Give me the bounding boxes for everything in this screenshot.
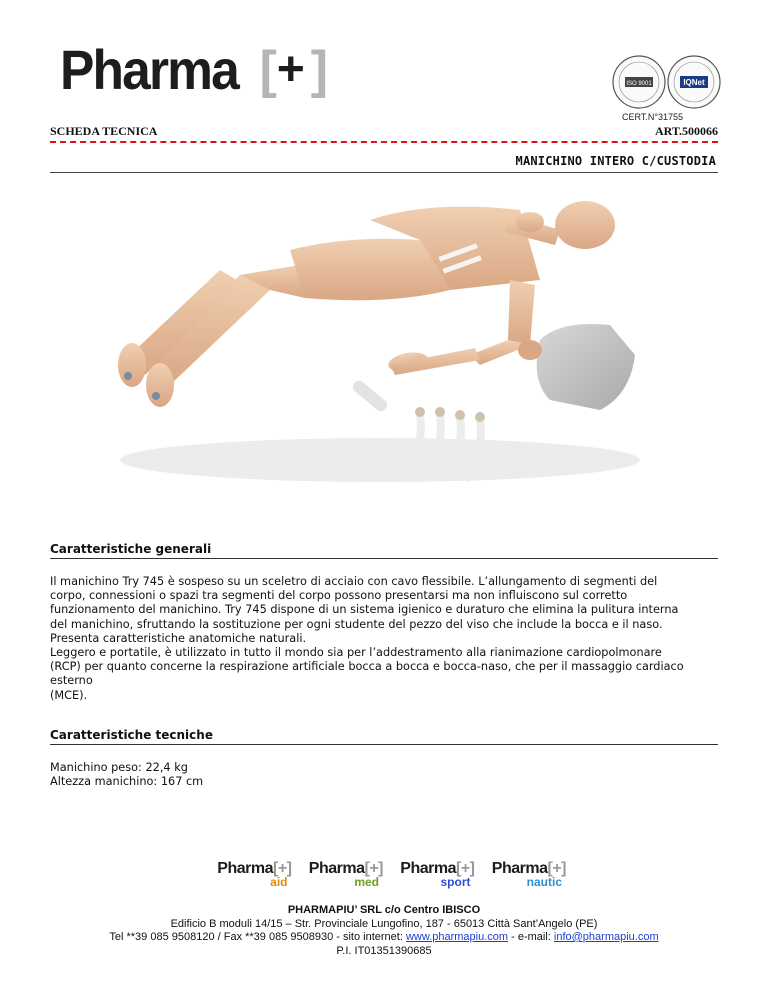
text-line: Manichino peso: 22,4 kg [50, 761, 188, 774]
title-divider [50, 172, 718, 173]
certification-badge-icon [613, 56, 665, 108]
brand-bracket: [+] [364, 860, 383, 877]
text-line: corpo, connessioni o spazi tra segmenti del corpo possono presentarsi ma non influiscono sul corretto [50, 589, 628, 603]
text-line: Presenta caratteristiche anatomiche naturali. [50, 631, 307, 645]
general-characteristics-heading: Caratteristiche generali [50, 542, 718, 559]
brand-name: Pharma [217, 860, 273, 877]
text-line: Altezza manichino: 167 cm [50, 775, 204, 789]
text-line: (MCE). [50, 688, 88, 702]
brand-aid-logo [206, 860, 292, 896]
brand-sport-logo [389, 860, 475, 896]
footer-contacts [0, 931, 768, 945]
general-characteristics-text [50, 575, 720, 703]
technical-characteristics-heading: Caratteristiche tecniche [50, 728, 718, 745]
footer-company: PHARMAPIU’ SRL c/o Centro IBISCO [287, 904, 481, 916]
brand-name: Pharma [491, 860, 548, 877]
brand-name: Pharma [400, 860, 456, 877]
text-line: (RCP) per quanto concerne la respirazione artificiale bocca a bocca e bocca-naso, che per il massaggio cardiaco [50, 660, 684, 674]
mannequin-photo [90, 180, 680, 510]
brand-nautic-logo [481, 860, 567, 896]
text-line: Il manichino Try 745 è sospeso su un sceletro di acciaio con cavo flessibile. L’allungamento di segmenti del [50, 575, 658, 588]
logo-bracket-close: ] [310, 41, 329, 99]
logo-plus: + [276, 43, 305, 96]
email-link[interactable]: info@pharmapiu.com [553, 931, 659, 943]
brand-logos [206, 860, 566, 896]
brand-med-logo [298, 860, 384, 896]
footer [0, 904, 768, 958]
brand-sub-med: med [354, 875, 379, 889]
cert-badge-1-text: ISO 9001 [626, 81, 652, 87]
footer-phone-fax: Tel **39 085 9508120 / Fax **39 085 9508930 - sito internet: [109, 931, 406, 943]
brand-bracket: [+] [456, 860, 475, 877]
iqnet-badge-icon [668, 56, 720, 108]
text-line: esterno [50, 674, 93, 688]
website-link[interactable]: www.pharmapiu.com [405, 931, 509, 943]
text-line: del manichino, sfruttando la sostituzione per ogni studente del pezzo del viso che include la bocca e il naso. [50, 617, 663, 631]
brand-bracket: [+] [273, 860, 292, 877]
text-line: funzionamento del manichino. Try 745 dispone di un sistema igienico e duraturo che elimina la pulitura interna [50, 603, 679, 617]
footer-address: Edificio B moduli 14/15 – Str. Provinciale Lungofino, 187 - 65013 Città Sant’Angelo (PE) [170, 917, 598, 930]
article-number: ART.500066 [654, 124, 718, 138]
document-type-label: SCHEDA TECNICA [50, 124, 158, 138]
footer-email-prefix: - e-mail: [508, 931, 554, 943]
product-title: MANICHINO INTERO C/CUSTODIA [515, 154, 716, 168]
technical-characteristics-text [50, 761, 720, 789]
pharma-logo [60, 38, 329, 101]
brand-bracket: [+] [547, 860, 566, 877]
logo-main-text: Pharma [60, 38, 238, 101]
red-dashed-divider [50, 141, 718, 143]
brand-sub-nautic: nautic [526, 875, 562, 889]
text-line: Leggero e portatile, è utilizzato in tutto il mondo sia per l’addestramento alla rianimazione cardiopolmonare [50, 646, 662, 660]
certification-badges [612, 52, 722, 112]
brand-sub-aid: aid [270, 875, 288, 889]
brand-sub-sport: sport [440, 875, 471, 889]
cert-number: CERT.N°31755 [622, 112, 683, 122]
logo-bracket-open: [ [259, 41, 277, 99]
cert-badge-2-text: IQNet [683, 78, 705, 87]
brand-name: Pharma [308, 860, 365, 877]
footer-vat: P.I. IT01351390685 [336, 944, 432, 957]
